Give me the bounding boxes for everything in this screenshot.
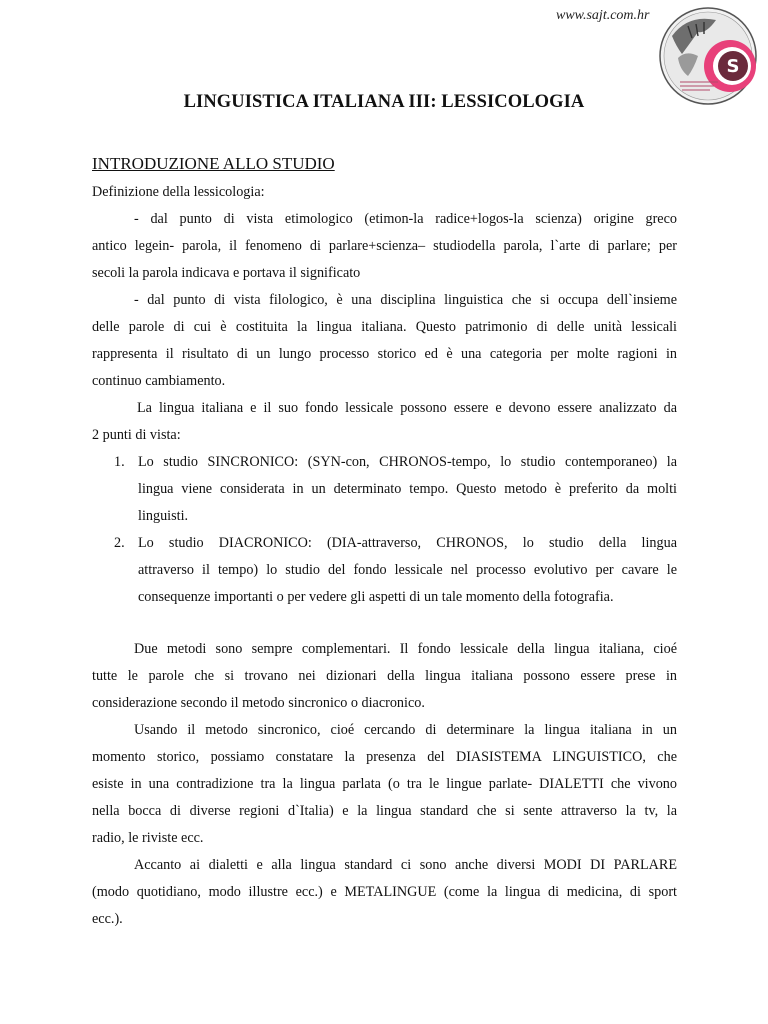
list-item-line: lingua viene considerata in un determinato tempo. Questo metodo è preferito da molti [138,481,677,497]
paragraph-line: tutte le parole che si trovano nei dizionari della lingua italiana possono essere prese in [92,668,677,684]
paragraph-line: (modo quotidiano, modo illustre ecc.) e METALINGUE (come la lingua di medicina, di sport [92,884,677,900]
paragraph-line: - dal punto di vista filologico, è una disciplina linguistica che si occupa dell`insieme [134,292,677,308]
paragraph-line: Usando il metodo sincronico, cioé cercando di determinare la lingua italiana in un [134,722,677,738]
paragraph-line: radio, le riviste ecc. [92,830,204,846]
document-title: LINGUISTICA ITALIANA III: LESSICOLOGIA [183,92,585,112]
list-item-line: Lo studio DIACRONICO: (DIA-attraverso, CHRONOS, lo studio della lingua [138,535,677,551]
site-logo [658,6,758,106]
paragraph-line: esiste in una contradizione tra la lingua parlata (o tra le lingue parlate- DIALETTI che vivono [92,776,677,792]
paragraph-line: delle parole di cui è costituita la lingua italiana. Questo patrimonio di delle unità lessicali [92,319,677,335]
list-item-line: linguisti. [138,508,189,524]
paragraph-line: - dal punto di vista etimologico (etimon-la radice+logos-la scienza) origine greco [134,211,677,227]
section-heading: INTRODUZIONE ALLO STUDIO [92,154,335,173]
paragraph-line: ecc.). [92,911,123,927]
list-item-line: consequenze importanti o per vedere gli aspetti di un tale momento della fotografia. [138,589,614,605]
paragraph-line: secoli la parola indicava e portava il significato [92,265,361,281]
list-item-line: Lo studio SINCRONICO: (SYN-con, CHRONOS-tempo, lo studio contemporaneo) la [138,454,677,470]
paragraph-line: 2 punti di vista: [92,427,181,443]
paragraph-line: rappresenta il risultato di un lungo processo storico ed è una categoria per molte ragioni in [92,346,677,362]
paragraph-line: nella bocca di diverse regioni d`Italia) e la lingua standard che si sente attraverso la tv, la [92,803,677,819]
paragraph-line: La lingua italiana e il suo fondo lessicale possono essere e devono essere analizzato da [137,400,677,416]
paragraph-line: continuo cambiamento. [92,373,226,389]
paragraph-line: Definizione della lessicologia: [92,184,265,200]
paragraph-line: considerazione secondo il metodo sincronico o diacronico. [92,695,425,711]
paragraph-line: Due metodi sono sempre complementari. Il fondo lessicale della lingua italiana, cioé [134,641,677,657]
paragraph-line: Accanto ai dialetti e alla lingua standard ci sono anche diversi MODI DI PARLARE [134,857,677,873]
paragraph-line: antico legein- parola, il fenomeno di parlare+scienza– studiodella parola, l`arte di parlare; per [92,238,677,254]
list-number: 1. [114,454,125,470]
list-number: 2. [114,535,125,551]
list-item-line: attraverso il tempo) lo studio del fondo lessicale nel processo evolutivo per cavare le [138,562,677,578]
paragraph-line: momento storico, possiamo constatare la presenza del DIASISTEMA LINGUISTICO, che [92,749,677,765]
logo-letter: S [726,56,740,77]
site-url: www.sajt.com.hr [556,8,650,23]
